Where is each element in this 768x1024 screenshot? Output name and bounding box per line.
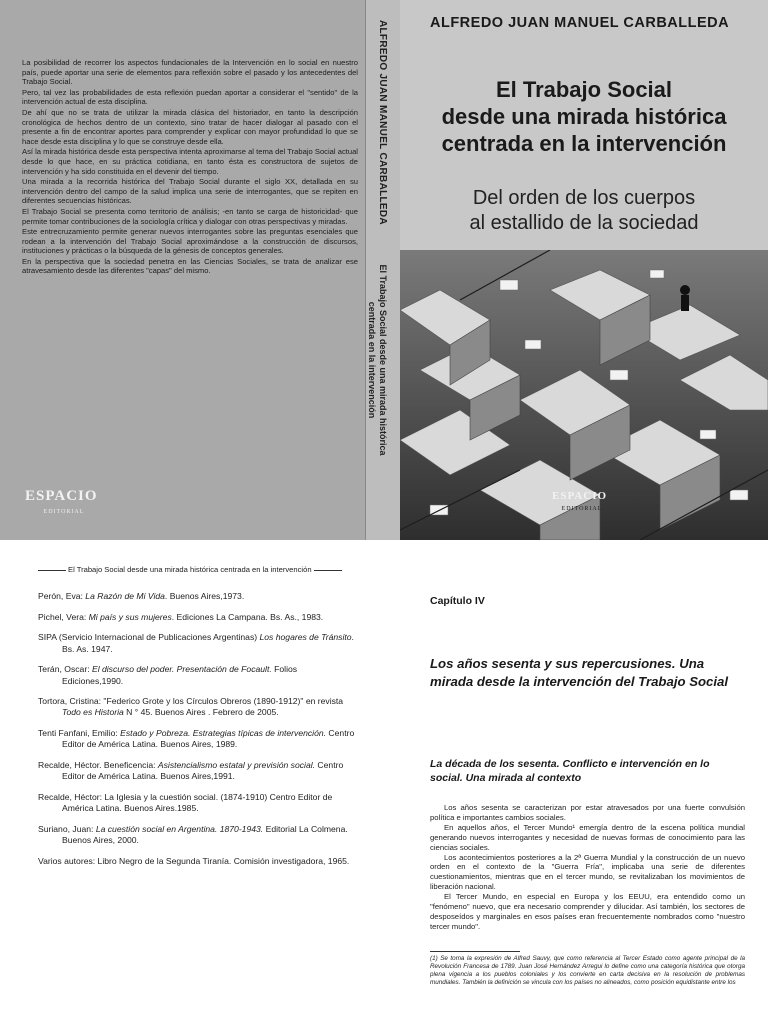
reference-list xyxy=(38,591,356,876)
body-paragraph: Los años sesenta se caracterizan por estar atravesados por una fuerte convulsión política e importantes cambios sociales. xyxy=(430,803,745,822)
footnote: (1) Se toma la expresión de Alfred Sauvy, que como referencia al Tercer Estado como agente principal de la Revolución Francesa de 1789. Juan José Hernández Arregui lo define como una categoría histórica que otorga plena vigencia a los pueblos coloniales y los convierte en carta decisiva en la resolución de problemas mundiales. También la definición se vincula con los países no alineados, como posición equidistante entre los xyxy=(430,955,745,986)
publisher-logo-front xyxy=(552,490,612,512)
blurb-paragraph: En la perspectiva que la sociedad penetra en las Ciencias Sociales, se trata de analizar ese atravesamiento desde las diferentes "capas" del mismo. xyxy=(22,256,358,276)
body-paragraph: Los acontecimientos posteriores a la 2ª Guerra Mundial y la construcción de un nuevo orden en el contexto de la "Guerra Fría", implicaba una serie de diferentes cuestionamientos, mientras que en el tercer mundo, se revitalizaban los movimientos de liberación nacional. xyxy=(430,852,745,892)
spine-author: ALFREDO JUAN MANUEL CARBALLEDA xyxy=(377,20,388,225)
reference-item: Suriano, Juan: La cuestión social en Argentina. 1870-1943. Editorial La Colmena. Buenos Aires, 2000. xyxy=(38,823,348,846)
back-cover-blurb xyxy=(22,58,358,277)
reference-item: Tenti Fanfani, Emilio: Estado y Pobreza. Estrategias típicas de intervención. Centro Editor de América Latina. Buenos Aires, 1989. xyxy=(38,728,355,750)
book-spine xyxy=(365,0,402,540)
reference-item: Terán, Oscar: El discurso del poder. Presentación de Focault. Folios Ediciones,1990. xyxy=(38,664,298,686)
cover-title-line: El Trabajo Social xyxy=(495,77,673,102)
right-page xyxy=(384,545,768,1024)
publisher-sub: EDITORIAL xyxy=(561,506,603,512)
reference-item: Recalde, Héctor. Beneficencia: Asistencialismo estatal y previsión social. Centro Editor de América Latina. Buenos Aires,1991. xyxy=(38,760,344,782)
body-text xyxy=(430,803,745,932)
cover-title-line: centrada en la intervención xyxy=(441,131,727,156)
reference-item: SIPA (Servicio Internacional de Publicaciones Argentinas) Los hogares de Tránsito. Bs. As. 1947. xyxy=(38,632,354,654)
publisher-sub: EDITORIAL xyxy=(43,509,85,515)
publisher-logo-back xyxy=(25,488,103,532)
blurb-paragraph: La posibilidad de recorrer los aspectos fundacionales de la Intervención en lo social en nuestro país, puede aportar una serie de elementos para reflexión sobre el pasado y los antecedentes del Trabajo Social. xyxy=(22,58,358,87)
chapter-number: Capítulo IV xyxy=(430,595,485,607)
reference-item: Tortora, Cristina: "Federico Grote y los Círculos Obreros (1890-1912)" en revista Todo es Historia N ° 45. Buenos Aires . Febrero de 2005. xyxy=(38,696,344,718)
publisher-name: ESPACIO xyxy=(25,488,98,504)
blurb-paragraph: Así la mirada histórica desde esta perspectiva intenta aproximarse al tema del Trabajo Social actual desde lo que hace, en su práctica cotidiana, en tanto ésta es constructora de sujetos de intervención y ha sido constituida en el devenir del tiempo. xyxy=(22,147,358,176)
publisher-name: ESPACIO xyxy=(552,490,608,502)
blurb-paragraph: Pero, tal vez las probabilidades de esta reflexión puedan aportar a considerar el "sentido" de la intervención actual de esta disciplina. xyxy=(22,87,358,107)
body-paragraph: En aquellos años, el Tercer Mundo¹ emergía dentro de la escena política mundial generando nuevos interrogantes y necesidad de nuevas formas de conocimiento para las ciencias sociales. xyxy=(430,822,745,852)
reference-item: Perón, Eva: La Razón de Mi Vida. Buenos Aires,1973. xyxy=(38,591,245,601)
footnote-rule xyxy=(430,951,520,952)
cover-title xyxy=(400,76,768,157)
blurb-paragraph: De ahí que no se trata de utilizar la mirada clásica del historiador, en tanto la descripción cronológica de hechos dentro de un contexto, sino tratar de hacer dialogar al pasado con el presente a fin de encontrar aportes para comprender y explicar con mayor profundidad lo que se hace desde esta disciplina y lo que se construye desde ella. xyxy=(22,107,358,146)
spine-title xyxy=(367,250,398,480)
left-page xyxy=(0,545,384,1024)
running-head xyxy=(36,565,344,574)
chapter-title: Los años sesenta y sus repercusiones. Una mirada desde la intervención del Trabajo Social xyxy=(430,656,729,689)
section-title: La década de los sesenta. Conflicto e intervención en lo social. Una mirada al contexto xyxy=(430,758,710,784)
cover-author: ALFREDO JUAN MANUEL CARBALLEDA xyxy=(430,15,730,31)
cover-subtitle-line: Del orden de los cuerpos xyxy=(472,187,696,209)
blurb-paragraph: Este entrecruzamiento permite generar nuevos interrogantes sobre las preguntas esenciales que rodean a la intervención del Trabajo Social aproximándose a la construcción de discursos, instituciones y prácticas o la búsqueda de la génesis de conceptos generales. xyxy=(22,227,358,256)
body-paragraph: El Tercer Mundo, en especial en Europa y los EEUU, era entendido como un "fenómeno" nuevo, que era necesario comprender y dilucidar. Así también, los sectores de desposeídos y marginales en esos países eran frecuentemente nombrados como "nuestro tercer mundo". xyxy=(430,892,745,931)
blurb-paragraph: El Trabajo Social se presenta como territorio de análisis; -en tanto se carga de historicidad- que permite tomar contribuciones de la sociología crítica y dialogar con otras perspectivas y miradas. xyxy=(22,206,358,226)
spine-title-line: El Trabajo Social desde una mirada histórica xyxy=(378,264,388,456)
reference-item: Varios autores: Libro Negro de la Segunda Tiranía. Comisión investigadora, 1965. xyxy=(38,855,350,866)
front-cover xyxy=(400,0,768,540)
cover-subtitle-line: al estallido de la sociedad xyxy=(469,212,699,234)
blurb-paragraph: Una mirada a la recorrida histórica del Trabajo Social durante el siglo XX, detallada en su intervención dentro del campo de la salud implica una serie de interrogantes, que se repiten en diferentes secuencias históricas. xyxy=(22,177,358,206)
reference-item: Pichel, Vera: Mi país y sus mujeres. Ediciones La Campana. Bs. As., 1983. xyxy=(38,611,324,622)
back-cover xyxy=(0,0,365,540)
cover-subtitle xyxy=(400,186,768,236)
spine-title-line: centrada en la intervención xyxy=(367,301,377,419)
cover-title-line: desde una mirada histórica xyxy=(441,104,727,129)
reference-item: Recalde, Héctor: La Iglesia y la cuestión social. (1874-1910) Centro Editor de América Latina. Buenos Aires.1985. xyxy=(38,791,333,814)
running-head-text: El Trabajo Social desde una mirada histórica centrada en la intervención xyxy=(68,565,312,574)
